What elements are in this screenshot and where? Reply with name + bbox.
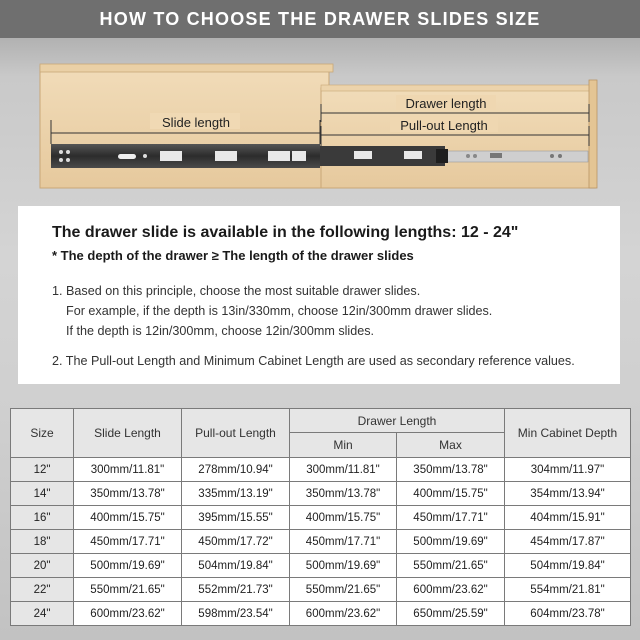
size-table [10, 408, 631, 626]
cell-pullout-length: 552mm/21.73" [182, 578, 290, 602]
pullout-length-label: Pull-out Length [400, 118, 488, 133]
cell-drawer-max: 450mm/17.71" [397, 506, 505, 530]
drawer-slide-diagram [0, 38, 640, 206]
info-panel [18, 206, 620, 384]
table-row [11, 458, 631, 482]
cell-drawer-min: 400mm/15.75" [290, 506, 397, 530]
cell-size: 12" [11, 458, 74, 482]
table-row [11, 554, 631, 578]
cell-drawer-min: 500mm/19.69" [290, 554, 397, 578]
header-drawer-length: Drawer Length [290, 409, 505, 433]
cell-drawer-max: 550mm/21.65" [397, 554, 505, 578]
cell-min-cabinet-depth: 554mm/21.81" [505, 578, 631, 602]
cell-drawer-min: 350mm/13.78" [290, 482, 397, 506]
cell-size: 16" [11, 506, 74, 530]
table-row [11, 482, 631, 506]
principle-point-1: 1. Based on this principle, choose the most suitable drawer slides. [52, 284, 421, 298]
cell-pullout-length: 395mm/15.55" [182, 506, 290, 530]
drawer-length-label: Drawer length [405, 96, 487, 111]
cell-size: 14" [11, 482, 74, 506]
cell-drawer-min: 450mm/17.71" [290, 530, 397, 554]
cell-pullout-length: 335mm/13.19" [182, 482, 290, 506]
cell-pullout-length: 450mm/17.72" [182, 530, 290, 554]
cell-pullout-length: 504mm/19.84" [182, 554, 290, 578]
cell-min-cabinet-depth: 604mm/23.78" [505, 602, 631, 626]
availability-heading: The drawer slide is available in the following lengths: 12 - 24" [52, 224, 519, 241]
cell-drawer-max: 500mm/19.69" [397, 530, 505, 554]
cell-slide-length: 450mm/17.71" [74, 530, 182, 554]
cell-slide-length: 350mm/13.78" [74, 482, 182, 506]
cell-drawer-min: 550mm/21.65" [290, 578, 397, 602]
table-row [11, 506, 631, 530]
depth-rule-note: * The depth of the drawer ≥ The length of the drawer slides [52, 248, 414, 263]
cell-drawer-max: 600mm/23.62" [397, 578, 505, 602]
header-size: Size [11, 409, 74, 458]
cell-slide-length: 500mm/19.69" [74, 554, 182, 578]
slide-length-label: Slide length [162, 115, 230, 130]
header-min-cabinet-depth: Min Cabinet Depth [505, 409, 631, 458]
cell-pullout-length: 598mm/23.54" [182, 602, 290, 626]
table-row [11, 530, 631, 554]
header-drawer-max: Max [397, 433, 505, 458]
cell-size: 22" [11, 578, 74, 602]
cell-pullout-length: 278mm/10.94" [182, 458, 290, 482]
principle-example-1: For example, if the depth is 13in/330mm, choose 12in/300mm drawer slides. [66, 304, 493, 318]
cell-size: 24" [11, 602, 74, 626]
header-drawer-min: Min [290, 433, 397, 458]
cell-drawer-max: 350mm/13.78" [397, 458, 505, 482]
cell-drawer-min: 300mm/11.81" [290, 458, 397, 482]
cell-slide-length: 600mm/23.62" [74, 602, 182, 626]
cell-slide-length: 300mm/11.81" [74, 458, 182, 482]
cell-drawer-max: 650mm/25.59" [397, 602, 505, 626]
cell-slide-length: 550mm/21.65" [74, 578, 182, 602]
header-pullout-length: Pull-out Length [182, 409, 290, 458]
table-row [11, 602, 631, 626]
table-row [11, 578, 631, 602]
cell-drawer-max: 400mm/15.75" [397, 482, 505, 506]
page-title: HOW TO CHOOSE THE DRAWER SLIDES SIZE [0, 0, 640, 38]
cell-size: 20" [11, 554, 74, 578]
cell-min-cabinet-depth: 304mm/11.97" [505, 458, 631, 482]
cell-min-cabinet-depth: 404mm/15.91" [505, 506, 631, 530]
principle-example-2: If the depth is 12in/300mm, choose 12in/300mm slides. [66, 324, 375, 338]
principle-point-2: 2. The Pull-out Length and Minimum Cabinet Length are used as secondary reference values. [52, 354, 575, 368]
cell-min-cabinet-depth: 504mm/19.84" [505, 554, 631, 578]
cell-drawer-min: 600mm/23.62" [290, 602, 397, 626]
cell-size: 18" [11, 530, 74, 554]
cell-min-cabinet-depth: 454mm/17.87" [505, 530, 631, 554]
cell-slide-length: 400mm/15.75" [74, 506, 182, 530]
cell-min-cabinet-depth: 354mm/13.94" [505, 482, 631, 506]
header-slide-length: Slide Length [74, 409, 182, 458]
